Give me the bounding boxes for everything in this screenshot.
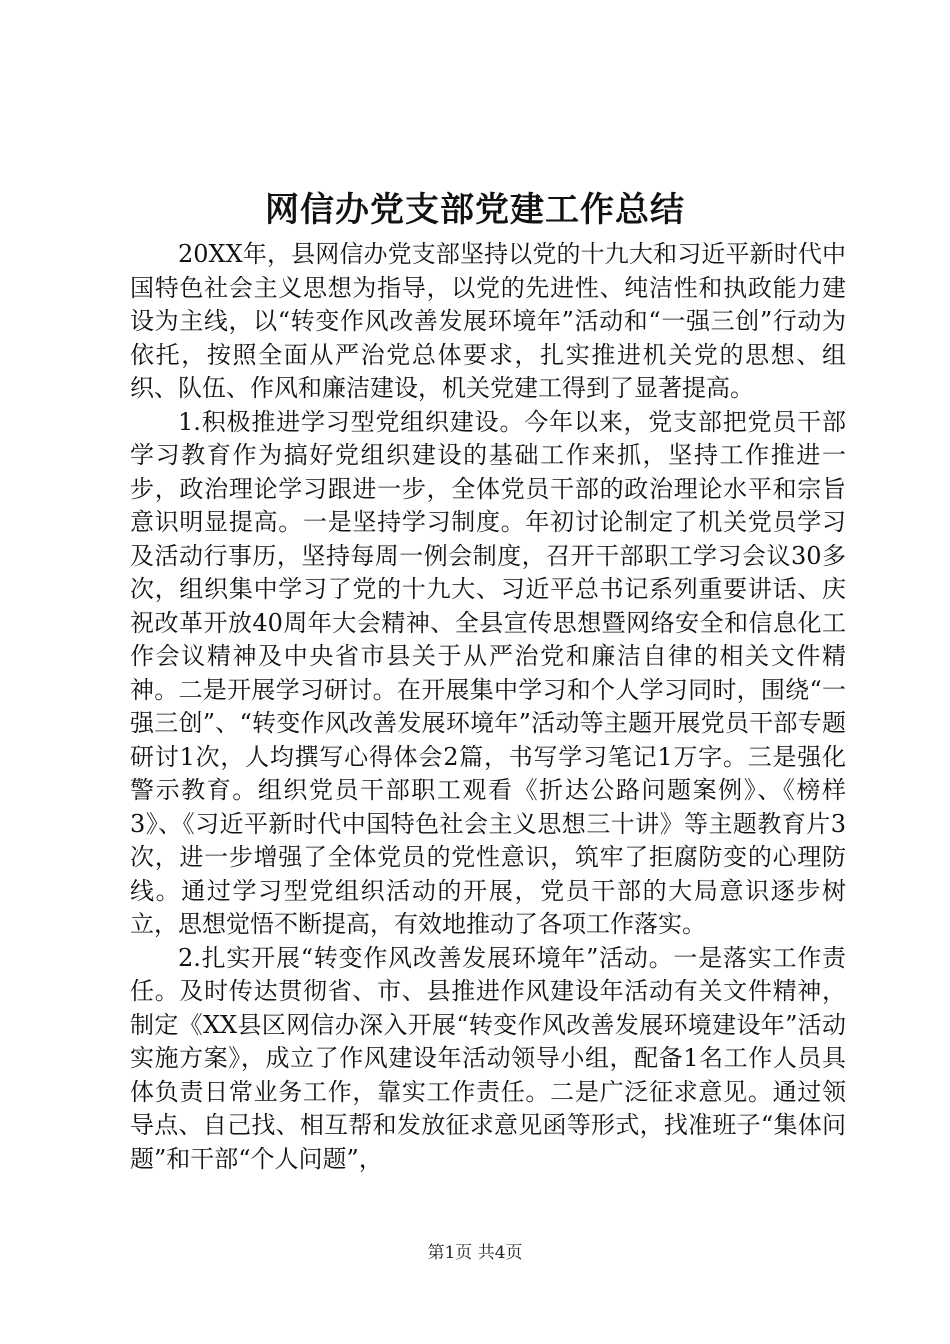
page-number-footer: 第1页 共4页 <box>427 1243 523 1263</box>
document-title: 网信办党支部党建工作总结 <box>265 190 685 230</box>
document-body <box>130 238 846 1176</box>
paragraph-intro: 20XX年，县网信办党支部坚持以党的十九大和习近平新时代中国特色社会主义思想为指导，以党的先进性、纯洁性和执政能力建设为主线，以“转变作风改善发展环境年”活动和“一强三创”行动为依托，按照全面从严治党总体要求，扎实推进机关党的思想、组织、队伍、作风和廉洁建设，机关党建工得到了显著提高。 <box>130 240 846 402</box>
paragraph-section-2: 2.扎实开展“转变作风改善发展环境年”活动。一是落实工作责任。及时传达贯彻省、市、县推进作风建设年活动有关文件精神，制定《XX县区网信办深入开展“转变作风改善发展环境建设年”活动实施方案》，成立了作风建设年活动领导小组，配备1名工作人员具体负责日常业务工作，靠实工作责任。二是广泛征求意见。通过领导点、自己找、相互帮和发放征求意见函等形式，找准班子“集体问题”和干部“个人问题”， <box>130 943 846 1173</box>
paragraph-section-1: 1.积极推进学习型党组织建设。今年以来，党支部把党员干部学习教育作为搞好党组织建设的基础工作来抓，坚持工作推进一步，政治理论学习跟进一步，全体党员干部的政治理论水平和宗旨意识明显提高。一是坚持学习制度。年初讨论制定了机关党员学习及活动行事历，坚持每周一例会制度，召开干部职工学习会议30多次，组织集中学习了党的十九大、习近平总书记系列重要讲话、庆祝改革开放40周年大会精神、全县宣传思想暨网络安全和信息化工作会议精神及中央省市县关于从严治党和廉洁自律的相关文件精神。二是开展学习研讨。在开展集中学习和个人学习同时，围绕“一强三创”、“转变作风改善发展环境年”活动等主题开展党员干部专题研讨1次，人均撰写心得体会2篇，书写学习笔记1万字。三是强化警示教育。组织党员干部职工观看《折达公路问题案例》、《榜样3》、《习近平新时代中国特色社会主义思想三十讲》等主题教育片3次，进一步增强了全体党员的党性意识，筑牢了拒腐防变的心理防线。通过学习型党组织活动的开展，党员干部的大局意识逐步树立，思想觉悟不断提高，有效地推动了各项工作落实。 <box>130 407 846 938</box>
